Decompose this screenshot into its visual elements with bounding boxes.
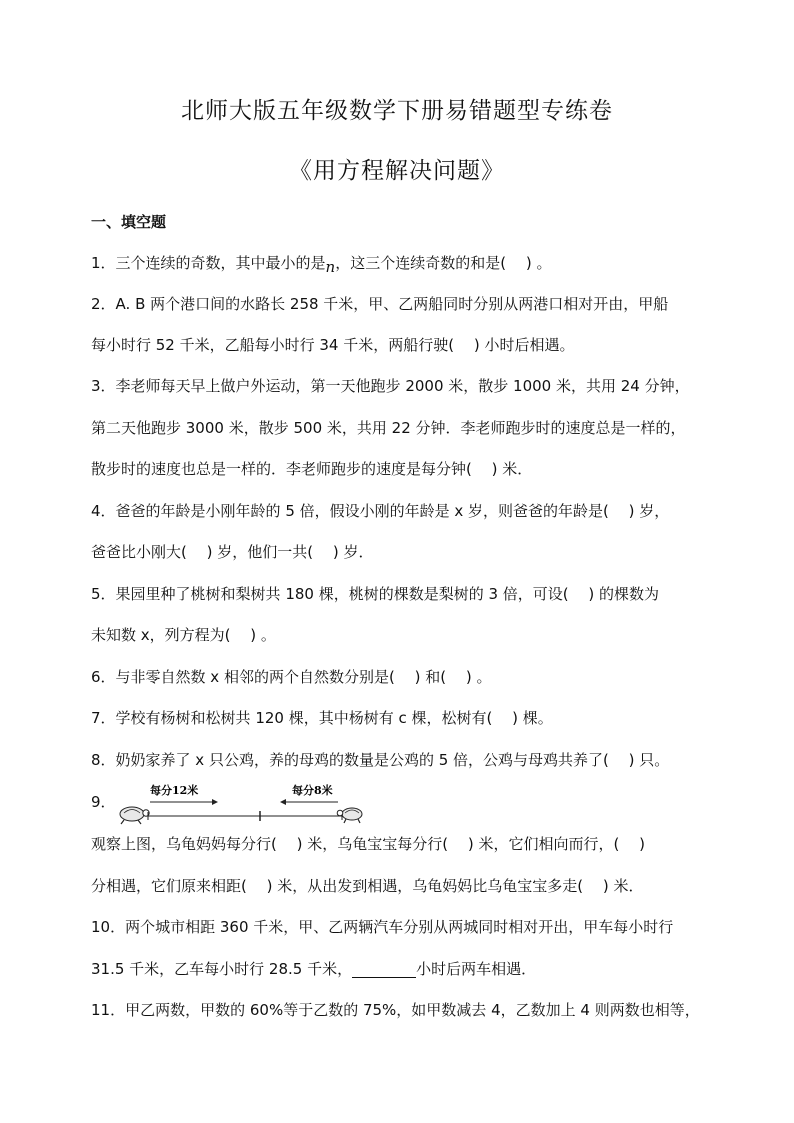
question-2-line-2: 每小时行 52 千米，乙船每小时行 34 千米，两船行驶( ) 小时后相遇。: [91, 336, 575, 354]
question-7: 7．学校有杨树和松树共 120 棵，其中杨树有 c 棵，松树有( ) 棵。: [91, 709, 553, 727]
question-10-text-a: 31.5 千米，乙车每小时行 28.5 千米，: [91, 960, 353, 978]
question-8: 8．奶奶家养了 x 只公鸡，养的母鸡的数量是公鸡的 5 倍，公鸡与母鸡共养了( ) 只。: [91, 751, 670, 769]
question-10-text-b: 小时后两车相遇．: [416, 960, 537, 978]
question-4-line-2: 爸爸比小刚大( ) 岁，他们一共( ) 岁．: [91, 543, 374, 561]
page-subtitle: 《用方程解决问题》: [289, 158, 505, 184]
right-arrow-head: [280, 799, 286, 805]
question-10-line-2: [91, 960, 707, 978]
question-2-line-1: 2．A. B 两个港口间的水路长 258 千米，甲、乙两船同时分别从两港口相对开由，甲船: [91, 295, 669, 313]
question-1-text-a: 1．三个连续的奇数，其中最小的是: [91, 254, 326, 272]
question-4-line-1: 4．爸爸的年龄是小刚年龄的 5 倍，假设小刚的年龄是 x 岁，则爸爸的年龄是( ) 岁，: [91, 502, 670, 520]
page-title: 北师大版五年级数学下册易错题型专练卷: [181, 98, 613, 124]
question-9-line-1: 观察上图，乌龟妈妈每分行( ) 米，乌龟宝宝每分行( ) 米，它们相向而行，( ): [91, 835, 645, 853]
left-arrow-head: [212, 799, 218, 805]
variable-n: n: [325, 258, 336, 276]
question-10-line-1: 10．两个城市相距 360 千米，甲、乙两辆汽车分别从两城同时相对开出，甲车每小时行: [91, 918, 674, 936]
question-5-line-2: 未知数 x，列方程为( ) 。: [91, 626, 276, 644]
question-5-line-1: 5．果园里种了桃树和梨树共 180 棵，桃树的棵数是梨树的 3 倍，可设( ) 的棵数为: [91, 585, 660, 603]
question-9-line-2: 分相遇，它们原来相距( ) 米，从出发到相遇，乌龟妈妈比乌龟宝宝多走( ) 米．: [91, 877, 644, 895]
mother-turtle-icon: [120, 807, 149, 824]
question-9-number: 9．: [91, 793, 116, 811]
turtle-meeting-diagram: [116, 782, 366, 826]
section-heading: 一、填空题: [91, 213, 167, 231]
question-3-line-2: 第二天他跑步 3000 米，散步 500 米，共用 22 分钟．李老师跑步时的速度总是一样的，: [91, 419, 686, 437]
question-11-line-1: 11．甲乙两数，甲数的 60%等于乙数的 75%，如甲数减去 4，乙数加上 4 则两数也相等，: [91, 1001, 700, 1019]
question-3-line-1: 3．李老师每天早上做户外运动，第一天他跑步 2000 米，散步 1000 米，共用 24 分钟，: [91, 377, 690, 395]
question-3-line-3: 散步时的速度也总是一样的．李老师跑步的速度是每分钟( ) 米．: [91, 460, 533, 478]
question-6: 6．与非零自然数 x 相邻的两个自然数分别是( ) 和( ) 。: [91, 668, 492, 686]
left-speed-label: 每分12米: [150, 784, 199, 797]
baby-turtle-icon: [337, 808, 362, 823]
right-speed-label: 每分8米: [292, 784, 333, 797]
question-1: [91, 254, 707, 276]
answer-blank[interactable]: [352, 963, 416, 978]
question-1-text-b: ，这三个连续奇数的和是( ) 。: [335, 254, 552, 272]
